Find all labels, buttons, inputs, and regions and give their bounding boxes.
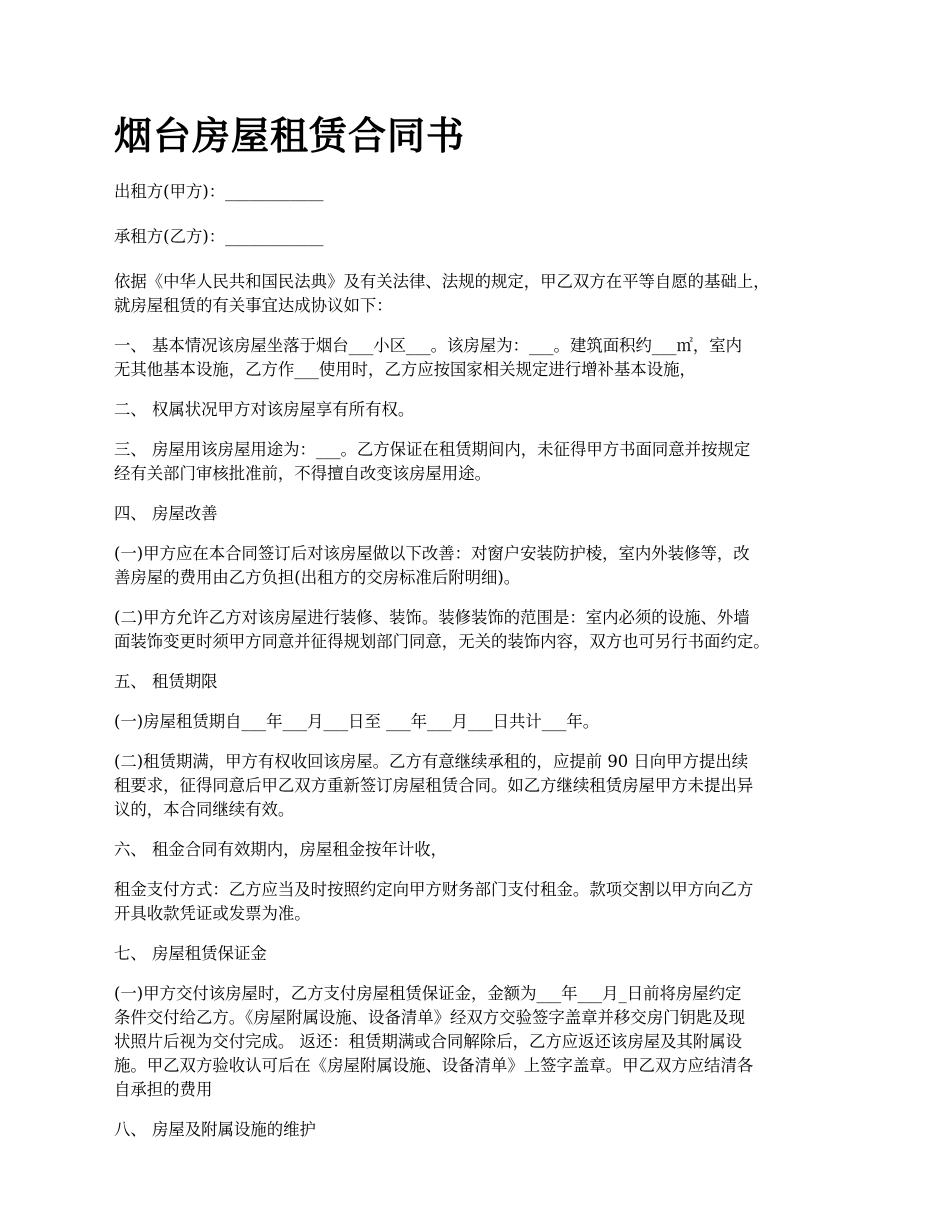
text-line: 条件交付给乙方。《房屋附属设施、设备清单》经双方交验签字盖章并移交房门钥匙及现 bbox=[114, 1008, 746, 1027]
clause-1-paragraph bbox=[114, 334, 860, 382]
text-line: 善房屋的费用由乙方负担(出租方的交房标准后附明细)。 bbox=[114, 568, 521, 587]
clause-6-paragraph bbox=[114, 838, 860, 862]
text-line: 无其他基本设施，乙方作___使用时，乙方应按国家相关规定进行增补基本设施， bbox=[114, 360, 696, 379]
party-a-line bbox=[114, 180, 860, 204]
text-line: (二)租赁期满，甲方有权收回该房屋。乙方有意继续承租的，应提前 90 日向甲方提出续 bbox=[114, 752, 749, 771]
text-line: 租要求，征得同意后甲乙双方重新签订房屋租赁合同。如乙方继续租赁房屋甲方未提出异 bbox=[114, 776, 754, 795]
clause-2-paragraph bbox=[114, 398, 860, 422]
text-line: 经有关部门审核批准前，不得擅自改变该房屋用途。 bbox=[114, 464, 491, 483]
clause-7-1-paragraph bbox=[114, 982, 860, 1102]
party-b-line bbox=[114, 225, 860, 249]
text-line: (一)甲方交付该房屋时，乙方支付房屋租赁保证金，金额为___年___月_日前将房屋约定 bbox=[114, 984, 742, 1003]
text-line: 四、 房屋改善 bbox=[114, 504, 218, 523]
clause-5-2-paragraph bbox=[114, 750, 860, 822]
text-line: 七、 房屋租赁保证金 bbox=[114, 944, 267, 963]
text-line: 承租方(乙方)：____________ bbox=[114, 227, 324, 246]
clause-6-1-paragraph bbox=[114, 878, 860, 926]
text-line: (二)甲方允许乙方对该房屋进行装修、装饰。装修装饰的范围是：室内必须的设施、外墙 bbox=[114, 608, 750, 627]
text-line: 施。甲乙双方验收认可后在《房屋附属设施、设备清单》上签字盖章。甲乙双方应结清各 bbox=[114, 1056, 754, 1075]
text-line: 三、 房屋用该房屋用途为：___。乙方保证在租赁期间内，未征得甲方书面同意并按规定 bbox=[114, 440, 751, 459]
document-title: 烟台房屋租赁合同书 bbox=[114, 113, 466, 158]
text-line: 状照片后视为交付完成。 返还：租赁期满或合同解除后，乙方应返还该房屋及其附属设 bbox=[114, 1032, 743, 1051]
text-line: 六、 租金合同有效期内，房屋租金按年计收， bbox=[114, 840, 448, 859]
clause-8-heading bbox=[114, 1118, 860, 1142]
text-line: 二、 权属状况甲方对该房屋享有所有权。 bbox=[114, 400, 415, 419]
text-line: 开具收款凭证或发票为准。 bbox=[114, 904, 311, 923]
text-line: (一)甲方应在本合同签订后对该房屋做以下改善：对窗户安装防护棱，室内外装修等，改 bbox=[114, 544, 750, 563]
text-line: 五、 租赁期限 bbox=[114, 672, 218, 691]
text-line: 面装饰变更时须甲方同意并征得规划部门同意，无关的装饰内容，双方也可另行书面约定。 bbox=[114, 632, 770, 651]
clause-7-heading bbox=[114, 942, 860, 966]
text-line: 就房屋租赁的有关事宜达成协议如下： bbox=[114, 296, 393, 315]
text-line: 一、 基本情况该房屋坐落于烟台___小区___。该房屋为：___。建筑面积约___㎡，室内 bbox=[114, 336, 743, 355]
preamble-paragraph bbox=[114, 270, 860, 318]
clause-3-paragraph bbox=[114, 438, 860, 486]
clause-4-1-paragraph bbox=[114, 542, 860, 590]
clause-5-heading bbox=[114, 670, 860, 694]
clause-4-2-paragraph bbox=[114, 606, 860, 654]
text-line: 租金支付方式：乙方应当及时按照约定向甲方财务部门支付租金。款项交割以甲方向乙方 bbox=[114, 880, 754, 899]
text-line: 议的，本合同继续有效。 bbox=[114, 800, 295, 819]
text-line: (一)房屋租赁期自___年___月___日至 ___年___月___日共计___年。 bbox=[114, 712, 600, 731]
text-line: 依据《中华人民共和国民法典》及有关法律、法规的规定，甲乙双方在平等自愿的基础上， bbox=[114, 272, 770, 291]
text-line: 出租方(甲方)：____________ bbox=[114, 182, 324, 201]
text-line: 自承担的费用 bbox=[114, 1080, 213, 1099]
text-line: 八、 房屋及附属设施的维护 bbox=[114, 1120, 316, 1139]
clause-5-1-paragraph bbox=[114, 710, 860, 734]
clause-4-heading bbox=[114, 502, 860, 526]
document-page bbox=[114, 108, 860, 1158]
